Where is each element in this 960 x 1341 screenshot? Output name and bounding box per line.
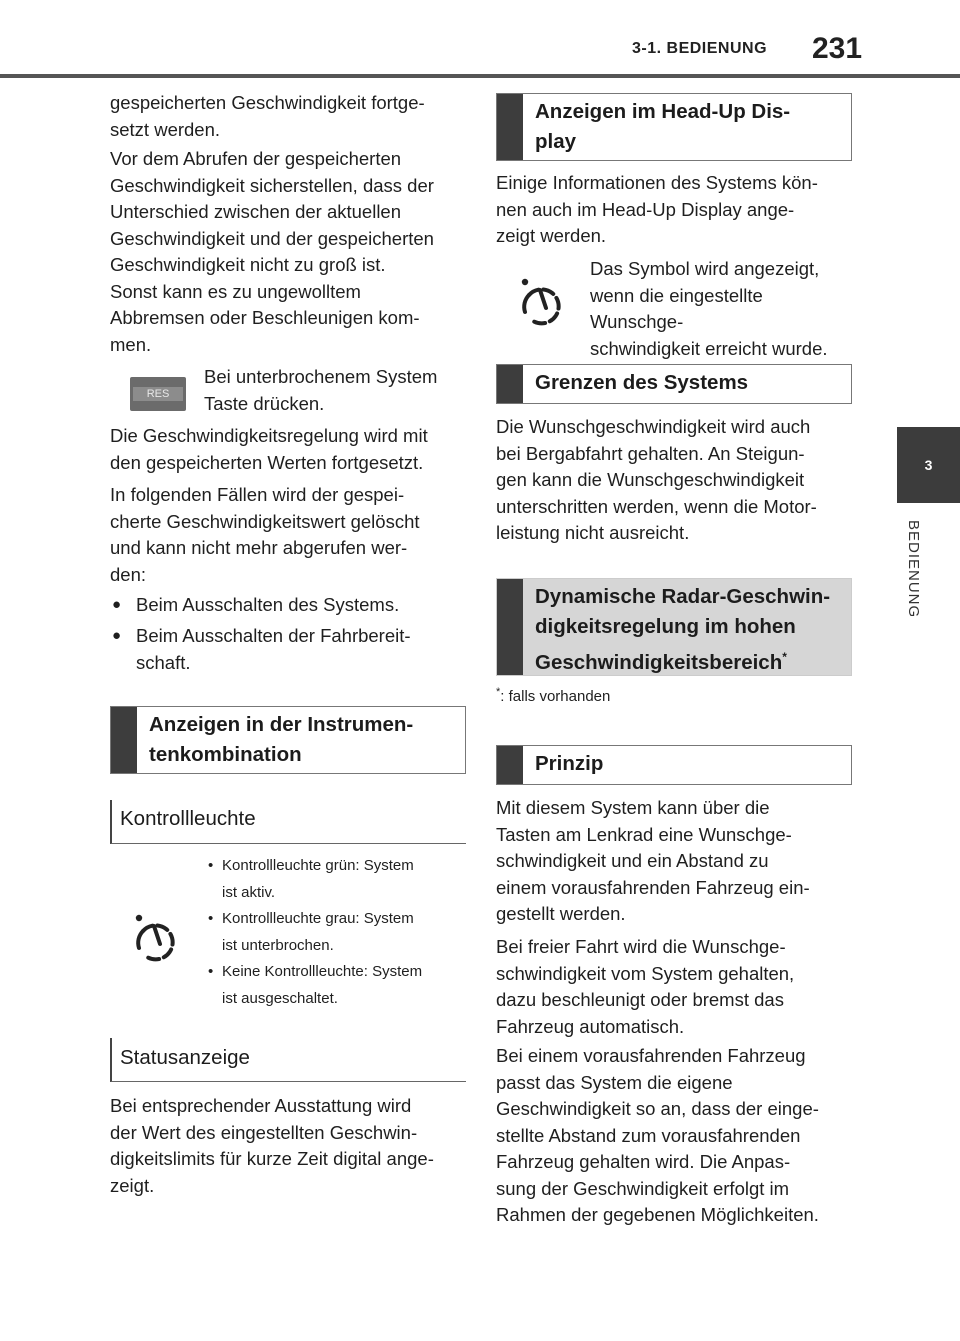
- bullet-icon: ●: [112, 596, 122, 613]
- kontroll-list: [204, 853, 466, 1012]
- footnote-text: : falls vorhanden: [500, 688, 611, 705]
- left-paragraph-4: In folgenden Fällen wird der gespei- cherte Geschwindigkeitswert gelöscht und kann nicht mehr abgerufen wer- den:: [110, 484, 420, 585]
- heading-text: [535, 582, 843, 678]
- right-paragraph-1: Einige Informationen des Systems kön- nen auch im Head-Up Display ange- zeigt werden.: [496, 172, 818, 246]
- bullet-icon: ●: [112, 627, 122, 644]
- heading-radar-text: Dynamische Radar-Geschwin- digkeitsregelung im hohen Geschwindigkeitsbereich: [535, 585, 831, 674]
- footnote-mark: *: [782, 650, 787, 664]
- heading-prinzip: [496, 745, 852, 785]
- footnote: [496, 686, 796, 705]
- subheading-text: Kontrollleuchte: [120, 807, 256, 830]
- left-paragraph-2: Vor dem Abrufen der gespeicherten Geschwindigkeit sicherstellen, dass der Unterschied zwischen der aktuellen Geschwindigkeit und der gespeicherten Geschwindigkeit nicht zu groß ist. Sonst kann es zu ungewolltem Abbremsen oder Beschleunigen kom- men.: [110, 148, 434, 355]
- left-paragraph-3: Die Geschwindigkeitsregelung wird mit den gespeicherten Werten fortgesetzt.: [110, 425, 428, 473]
- right-paragraph-3: Mit diesem System kann über die Tasten am Lenkrad eine Wunschge- schwindigkeit und ein Abstand zu einem vorausfahrenden Fahrzeug ein- gestellt werden.: [496, 797, 810, 924]
- page-number: 231: [812, 32, 863, 65]
- heading-text: Prinzip: [535, 752, 604, 775]
- right-paragraph-2: Die Wunschgeschwindigkeit wird auch bei Bergabfahrt gehalten. An Steigun- gen kann die Wunschgeschwindigkeit unterschritten werden, wenn die Motor- leistung nicht ausreicht.: [496, 416, 817, 543]
- heading-bar: [497, 579, 523, 675]
- chapter-tab[interactable]: 3: [897, 427, 960, 503]
- heading-bar: [497, 365, 523, 403]
- heading-bar: [497, 94, 523, 160]
- res-description: Bei unterbrochenem System Taste drücken.: [204, 366, 438, 414]
- header-rule: [0, 74, 960, 78]
- heading-hud: [496, 93, 852, 161]
- subheading-text: Statusanzeige: [120, 1046, 250, 1069]
- heading-bar: [111, 707, 137, 773]
- bullet-text: Beim Ausschalten des Systems.: [136, 594, 400, 615]
- heading-text: Grenzen des Systems: [535, 371, 749, 394]
- list-item: • Keine Kontrollleuchte: System ist ausgeschaltet.: [204, 959, 466, 1012]
- left-paragraph-1: gespeicherten Geschwindigkeit fortge- setzt werden.: [110, 92, 425, 140]
- speedometer-icon: [134, 912, 182, 962]
- chapter-label-text: BEDIENUNG: [905, 520, 922, 619]
- speedometer-icon: [520, 276, 568, 326]
- right-paragraph-4: Bei freier Fahrt wird die Wunschge- schwindigkeit vom System gehalten, dazu beschleunigt oder bremst das Fahrzeug automatisch.: [496, 936, 795, 1037]
- bullet-text: Beim Ausschalten der Fahrbereit- schaft.: [136, 625, 411, 673]
- list-item: • Kontrollleuchte grau: System ist unterbrochen.: [204, 906, 466, 959]
- list-item: • Kontrollleuchte grün: System ist aktiv.: [204, 853, 466, 906]
- left-paragraph-5: Bei entsprechender Ausstattung wird der Wert des eingestellten Geschwin- digkeitslimits für kurze Zeit digital ange- zeigt.: [110, 1095, 434, 1196]
- heading-radar: [496, 578, 852, 676]
- heading-bar: [497, 746, 523, 784]
- heading-text: Anzeigen im Head-Up Dis- play: [535, 100, 791, 153]
- chapter-label: [905, 520, 925, 640]
- heading-instrument: [110, 706, 466, 774]
- subheading-kontrollleuchte: [110, 800, 466, 844]
- res-button-label: RES: [133, 387, 183, 401]
- res-button: [130, 377, 186, 411]
- heading-text: Anzeigen in der Instrumen- tenkombination: [149, 713, 414, 766]
- subheading-statusanzeige: [110, 1038, 466, 1082]
- footnote-mark: *: [496, 686, 501, 698]
- section-title: 3-1. BEDIENUNG: [632, 40, 768, 57]
- right-paragraph-5: Bei einem vorausfahrenden Fahrzeug passt das System die eigene Geschwindigkeit so an, dass der einge- stellte Abstand zum vorausfahrenden Fahrzeug gehalten wird. Die Anpas- sung der Geschwindigkeit erfolgt im Rahmen der gegebenen Möglichkeiten.: [496, 1045, 819, 1225]
- heading-grenzen: [496, 364, 852, 404]
- hud-description: Das Symbol wird angezeigt, wenn die eingestellte Wunschge- schwindigkeit erreicht wurde.: [590, 258, 828, 359]
